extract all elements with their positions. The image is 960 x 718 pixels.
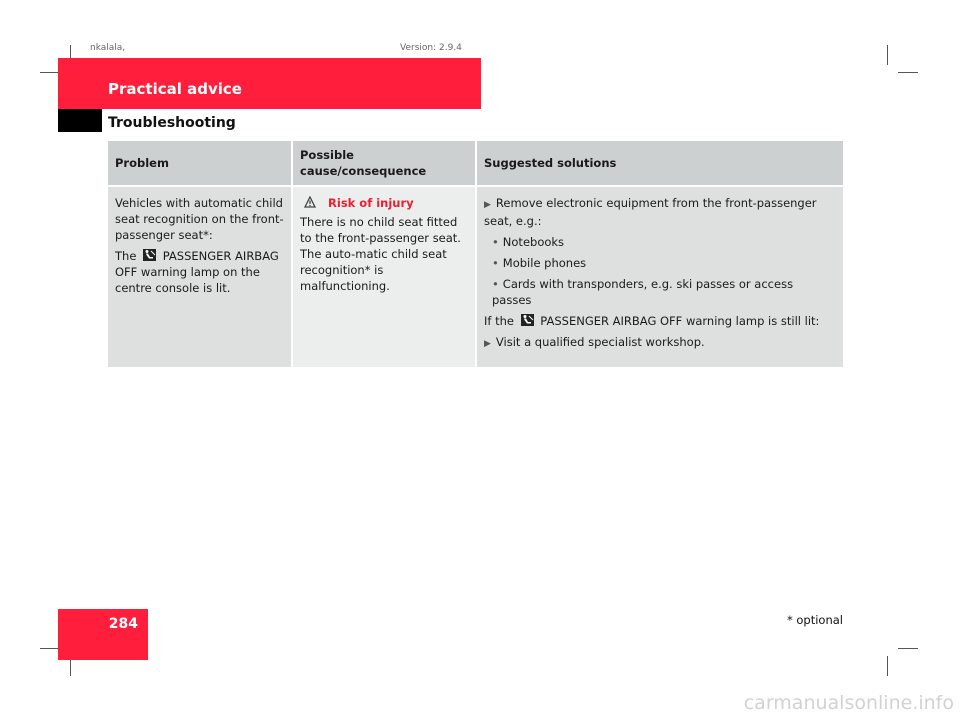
cause-cell	[292, 186, 476, 367]
list-item	[492, 276, 836, 308]
solution-step-text: Visit a qualified specialist workshop.	[495, 335, 705, 349]
troubleshooting-table	[108, 141, 843, 367]
chapter-title: Practical advice	[108, 80, 242, 98]
header-meta-version: Version: 2.9.4	[400, 43, 462, 53]
bullet-icon: •	[492, 235, 499, 249]
arrow-right-icon: ▶	[484, 339, 491, 349]
solution-step-text: Remove electronic equipment from the front-passenger seat, e.g.:	[484, 196, 817, 228]
cause-text: There is no child seat fitted to the front-passenger seat. The auto-matic child seat recognition* is malfunctioning.	[300, 215, 461, 293]
problem-cell	[108, 186, 292, 367]
crop-mark	[887, 656, 888, 676]
list-item	[492, 234, 836, 250]
arrow-right-icon: ▶	[484, 200, 491, 210]
header-meta-author: nkalala,	[90, 43, 126, 53]
list-item-text: Notebooks	[502, 235, 565, 249]
crop-mark	[40, 72, 60, 73]
page-number: 284	[108, 616, 138, 632]
crop-mark	[898, 648, 918, 649]
section-marker	[58, 109, 102, 132]
crop-mark	[887, 45, 888, 65]
section-title: Troubleshooting	[108, 115, 236, 131]
warning-heading	[300, 195, 468, 211]
crop-mark	[898, 72, 918, 73]
problem-lamp-suffix: PASSENGER AIRBAG OFF warning lamp on the centre console is lit.	[115, 249, 279, 295]
passenger-airbag-off-icon	[143, 249, 156, 261]
warning-title: Risk of injury	[328, 196, 414, 210]
table-row	[108, 186, 843, 367]
watermark: carmanualsonline.info	[743, 692, 954, 714]
warning-triangle-icon	[304, 196, 316, 208]
list-item-text: Mobile phones	[502, 256, 587, 270]
list-item	[492, 255, 836, 271]
condition-suffix: PASSENGER AIRBAG OFF warning lamp is still lit:	[540, 314, 820, 328]
column-header-cause: Possible cause/consequence	[292, 141, 476, 186]
bullet-icon: •	[492, 256, 499, 270]
passenger-airbag-off-icon	[521, 314, 534, 326]
solutions-cell	[476, 186, 843, 367]
table-header-row	[108, 141, 843, 186]
problem-text: Vehicles with automatic child seat recognition on the front-passenger seat*:	[115, 196, 284, 242]
column-header-problem: Problem	[108, 141, 292, 186]
solution-condition	[484, 313, 836, 329]
list-item-text: Cards with transponders, e.g. ski passes or access passes	[492, 277, 794, 307]
column-header-solutions: Suggested solutions	[476, 141, 843, 186]
solution-step	[484, 334, 836, 352]
optional-footnote: * optional	[786, 613, 843, 627]
problem-lamp-prefix: The	[115, 249, 137, 263]
problem-lamp-text	[115, 248, 284, 296]
condition-prefix: If the	[484, 314, 514, 328]
bullet-icon: •	[492, 277, 499, 291]
solution-step	[484, 195, 836, 229]
crop-mark	[40, 648, 60, 649]
